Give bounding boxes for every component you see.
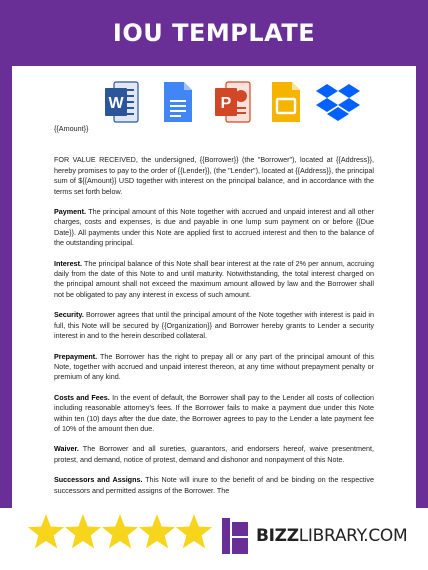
- star-icon: [65, 514, 101, 548]
- section-paragraph: [54, 475, 374, 496]
- section-paragraph: [54, 393, 374, 435]
- star-icon: [28, 514, 64, 548]
- google-docs-icon[interactable]: [162, 80, 194, 124]
- header-banner: [0, 0, 428, 66]
- section-paragraph: [54, 444, 374, 465]
- iou-document-text: [54, 124, 374, 506]
- section-heading: Payment.: [54, 207, 86, 217]
- app-icon-row: [12, 80, 416, 126]
- footer-bar: [0, 508, 428, 570]
- google-slides-icon[interactable]: [270, 80, 302, 124]
- brand-name: [256, 526, 407, 546]
- document-sections: [54, 207, 374, 496]
- section-paragraph: [54, 259, 374, 301]
- dropbox-icon[interactable]: [314, 80, 362, 124]
- brand-logo[interactable]: [222, 516, 407, 556]
- section-heading: Security.: [54, 310, 84, 320]
- section-paragraph: [54, 352, 374, 383]
- powerpoint-icon[interactable]: [214, 80, 252, 124]
- star-icon: [102, 514, 138, 548]
- section-body: In the event of default, the Borrower shall pay to the Lender all costs of collection including reasonable attorney's fees. If the Borrower fails to make a payment due under this Note within ten (10) days after the due date, the Borrower agrees to pay to the Lender a late payment fee of 10% of the amount then due.: [54, 392, 375, 433]
- svg-text:P: P: [220, 95, 232, 112]
- page-title: IOU TEMPLATE: [112, 19, 316, 47]
- document-preview: [12, 66, 416, 508]
- section-body: The principal amount of this Note together with accrued and unpaid interest and all other charges, costs and expenses, is due and payable in one lump sum payment on or before {{Due Date}}. All payments under this Note are applied first to accrued interest and then to the balance of the outstanding principal.: [54, 207, 374, 248]
- section-heading: Successors and Assigns.: [54, 475, 143, 485]
- star-icon: [176, 514, 212, 548]
- section-body: The Borrower and all sureties, guarantors, and endorsers hereof, waive presentment, protest, and demand, notice of protest, demand and dishonor and nonpayment of this Note.: [54, 444, 374, 464]
- amount-placeholder: {{Amount}}: [54, 124, 89, 133]
- section-body: The principal balance of this Note shall bear interest at the rate of 2% per annum, accruing daily from the date of this Note to and until maturity. Notwithstanding, the total interest charged on the principal amount shall not exceed the maximum amount allowed by law and the Borrower shall not be obligated to pay any interest in excess of such amount.: [54, 258, 374, 299]
- section-paragraph: [54, 207, 374, 249]
- section-heading: Costs and Fees.: [54, 392, 110, 402]
- section-body: Borrower agrees that until the principal amount of the Note together with interest is paid in full, this Note will be secured by {{Organization}} and Borrower hereby grants to Lender a security interest in and to the herein described collateral.: [54, 310, 374, 341]
- section-paragraph: [54, 310, 374, 341]
- section-heading: Prepayment.: [54, 351, 98, 361]
- section-body: The Borrower has the right to prepay all or any part of the principal amount of this Note, together with accrued and unpaid interest thereon, at any time without prepayment penalty or premium of any kind.: [54, 351, 374, 382]
- section-heading: Interest.: [54, 258, 82, 268]
- word-icon[interactable]: [104, 80, 140, 124]
- brand-name-rest: LIBRARY.COM: [298, 526, 408, 546]
- star-icon: [139, 514, 175, 548]
- svg-text:W: W: [108, 95, 124, 112]
- intro-paragraph: FOR VALUE RECEIVED, the undersigned, {{Borrower}} (the "Borrower"), located at {{Address}}, hereby promises to pay to the order of {{Lender}}, (the "Lender"), located at {{Address}}, the principal sum of ${{Amount}} USD together with interest on the principal balance, and in accordance with the terms set forth below.: [54, 155, 374, 196]
- rating-stars: [28, 512, 214, 552]
- section-heading: Waiver.: [54, 444, 79, 454]
- brand-name-bold: BIZZ: [256, 526, 299, 546]
- bizzlibrary-logo-icon: [222, 518, 250, 554]
- section-body: This Note will inure to the benefit of and be binding on the respective successors and permitted assigns of the Borrower. The: [54, 475, 374, 495]
